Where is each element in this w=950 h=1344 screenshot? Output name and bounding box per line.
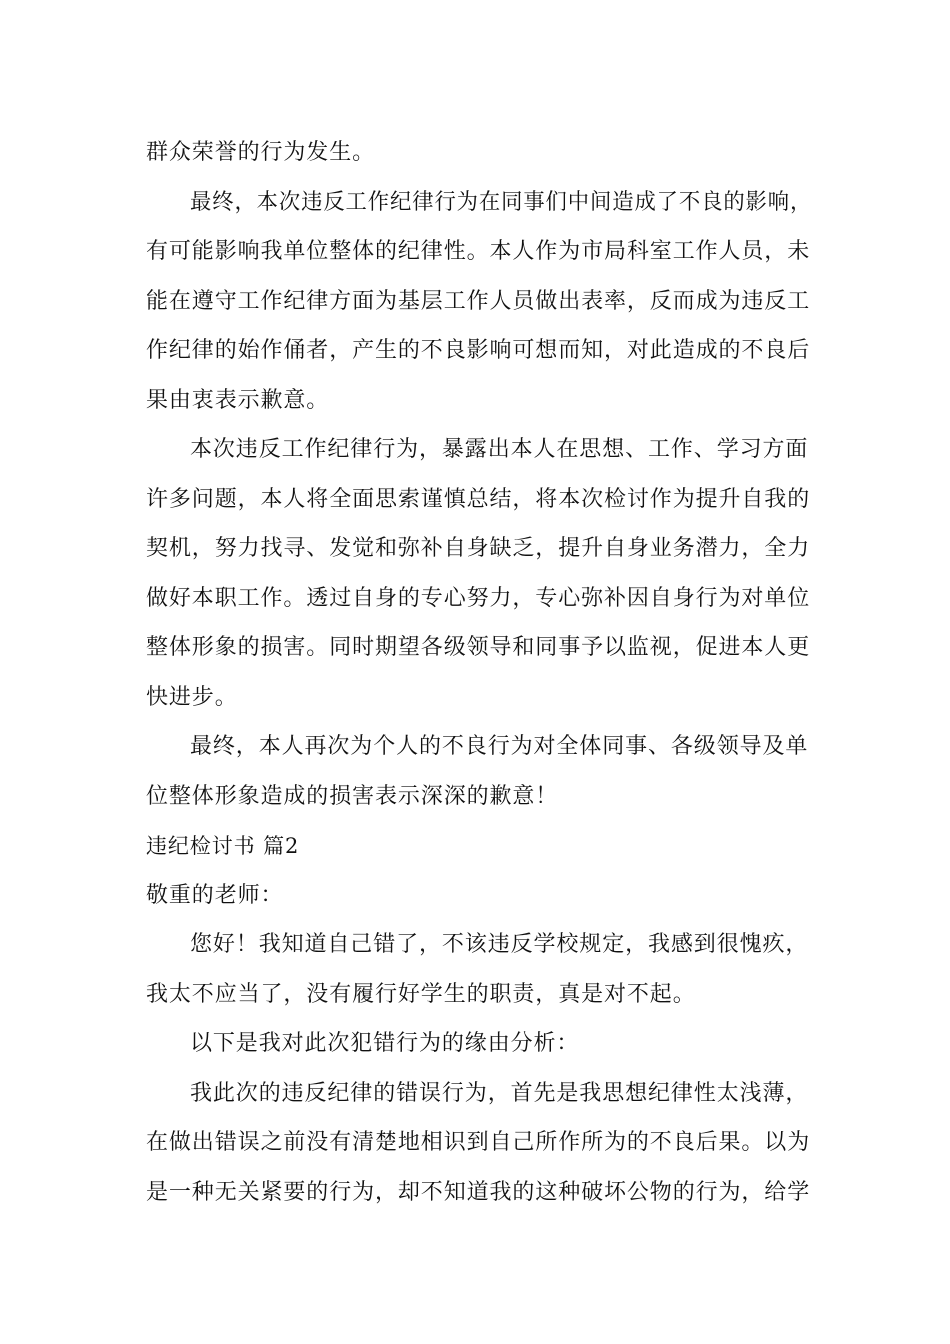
paragraph-line: 能在遵守工作纪律方面为基层工作人员做出表率，反而成为违反工 [146,289,811,314]
paragraph-line: 是一种无关紧要的行为，却不知道我的这种破坏公物的行为，给学 [146,1180,811,1205]
paragraph-line: 果由衷表示歉意。 [146,388,330,413]
paragraph-line: 我太不应当了，没有履行好学生的职责，真是对不起。 [146,982,696,1007]
paragraph-line: 许多问题，本人将全面思索谨慎总结，将本次检讨作为提升自我的 [146,487,811,512]
paragraph-line: 位整体形象造成的损害表示深深的歉意！ [146,784,559,809]
paragraph-line: 有可能影响我单位整体的纪律性。本人作为市局科室工作人员，未 [146,239,811,264]
paragraph-line: 最终，本人再次为个人的不良行为对全体同事、各级领导及单 [190,734,809,759]
paragraph-line: 您好！我知道自己错了，不该违反学校规定，我感到很愧疚， [190,932,809,957]
paragraph-line: 整体形象的损害。同时期望各级领导和同事予以监视，促进本人更 [146,635,811,660]
paragraph-line: 契机，努力找寻、发觉和弥补自身缺乏，提升自身业务潜力，全力 [146,536,811,561]
paragraph-line: 快进步。 [146,685,238,710]
paragraph-line: 以下是我对此次犯错行为的缘由分析： [190,1031,580,1056]
paragraph-line: 在做出错误之前没有清楚地相识到自己所作所为的不良后果。以为 [146,1130,811,1155]
paragraph-line: 做好本职工作。透过自身的专心努力，专心弥补因自身行为对单位 [146,586,811,611]
section-heading: 违纪检讨书 篇2 [146,834,300,858]
paragraph-line: 群众荣誉的行为发生。 [146,140,376,165]
paragraph-line: 最终，本次违反工作纪律行为在同事们中间造成了不良的影响， [190,190,813,215]
salutation: 敬重的老师： [146,883,284,908]
paragraph-line: 我此次的违反纪律的错误行为，首先是我思想纪律性太浅薄， [190,1081,809,1106]
paragraph-line: 本次违反工作纪律行为，暴露出本人在思想、工作、学习方面 [190,437,809,462]
paragraph-line: 作纪律的始作俑者，产生的不良影响可想而知，对此造成的不良后 [146,338,811,363]
